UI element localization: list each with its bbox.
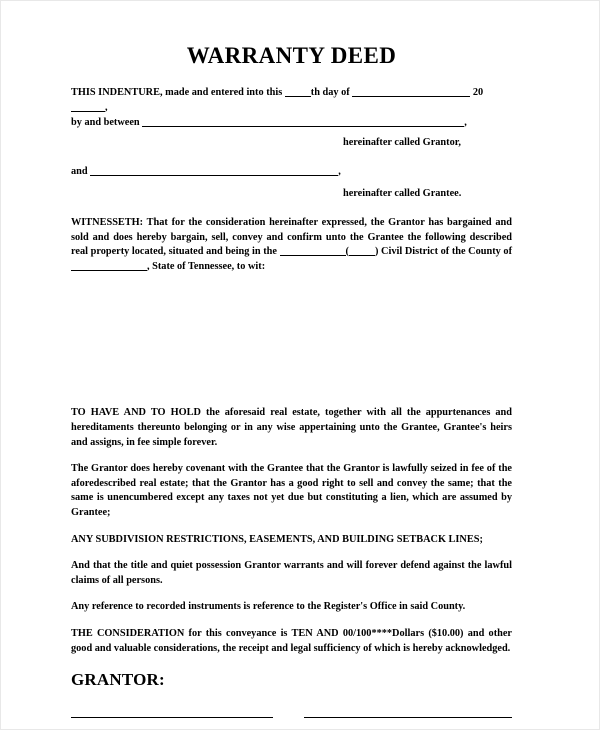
witnesseth-text-c: ) Civil District of the County of	[374, 246, 512, 258]
clause-subdivision-restrictions: ANY SUBDIVISION RESTRICTIONS, EASEMENTS, AND BUILDING SETBACK LINES;	[71, 533, 483, 545]
grantee-name-blank[interactable]	[90, 166, 338, 176]
signature-row	[71, 717, 512, 730]
and-label: and	[71, 165, 91, 177]
spacer	[71, 547, 512, 559]
witnesseth-paragraph	[71, 216, 512, 274]
spacer	[71, 656, 512, 670]
hereinafter-called-grantee: hereinafter called Grantee.	[343, 188, 462, 200]
grantor-name-blank[interactable]	[142, 117, 464, 127]
witnesseth-text-d: , State of Tennessee, to wit:	[147, 260, 266, 272]
grantor-section-heading: GRANTOR:	[71, 670, 165, 690]
witnesseth-text-a: WITNESSETH: That for the consideration hereinafter expressed, the Grantor has bargained and sold and does hereby bargain, sell, convey and confirm unto the Grantee the following described real property located, situated and being in the	[71, 216, 512, 258]
clause-covenant-of-seizin: The Grantor does hereby covenant with the Grantee that the Grantor is lawfully seized in fee of the aforedescribed real estate; that the Grantor has a good right to sell and convey the same; that the same is unencumbered except any taxes not yet due but constituting a lien, which are assumed by Grantee;	[71, 463, 512, 519]
year-blank[interactable]	[71, 102, 105, 112]
document-body	[71, 1, 512, 730]
clause-warranty-of-title: And that the title and quiet possession Grantor warrants and will forever defend against the lawful claims of all persons.	[71, 560, 512, 586]
clause-recorded-instruments: Any reference to recorded instruments is reference to the Register's Office in said County.	[71, 601, 466, 613]
indenture-text-c: 20	[470, 87, 484, 99]
hereinafter-called-grantor: hereinafter called Grantor,	[343, 137, 461, 149]
spacer	[71, 450, 512, 462]
and-trailing: ,	[338, 165, 341, 177]
spacer	[71, 615, 512, 627]
civil-district-number-blank[interactable]	[349, 246, 375, 256]
indenture-text-b: th day of	[310, 87, 353, 99]
by-and-between-trailing: ,	[464, 116, 467, 128]
day-blank[interactable]	[285, 87, 311, 97]
clause-habendum: TO HAVE AND TO HOLD the aforesaid real estate, together with all the appurtenances and hereditaments thereunto belonging or in any wise appertaining unto the Grantee, Grantee's heirs and assigns, in fee simple forever.	[71, 407, 512, 448]
spacer	[71, 202, 512, 216]
spacer	[71, 68, 512, 86]
and-line	[71, 165, 512, 180]
legal-description-space[interactable]	[71, 274, 512, 406]
by-and-between-line	[71, 116, 512, 131]
grantor-signature-line-right[interactable]	[304, 717, 512, 718]
page-title: WARRANTY DEED	[186, 43, 397, 68]
spacer	[71, 179, 512, 187]
by-and-between-label: by and between	[71, 116, 143, 128]
spacer	[71, 521, 512, 533]
civil-district-name-blank[interactable]	[280, 246, 346, 256]
clause-consideration: THE CONSIDERATION for this conveyance is TEN AND 00/100****Dollars ($10.00) and other good and valuable considerations, the receipt and legal sufficiency of which is hereby acknowledged.	[71, 628, 512, 654]
indenture-text-a: THIS INDENTURE, made and entered into this	[71, 87, 285, 99]
indenture-text-d: ,	[105, 101, 108, 113]
spacer	[71, 588, 512, 600]
indenture-line	[71, 86, 512, 115]
month-blank[interactable]	[352, 87, 470, 97]
county-blank[interactable]	[71, 261, 147, 271]
spacer	[71, 151, 512, 165]
grantor-signature-line-left[interactable]	[71, 717, 273, 718]
witnesseth-text-b: (	[345, 246, 349, 258]
